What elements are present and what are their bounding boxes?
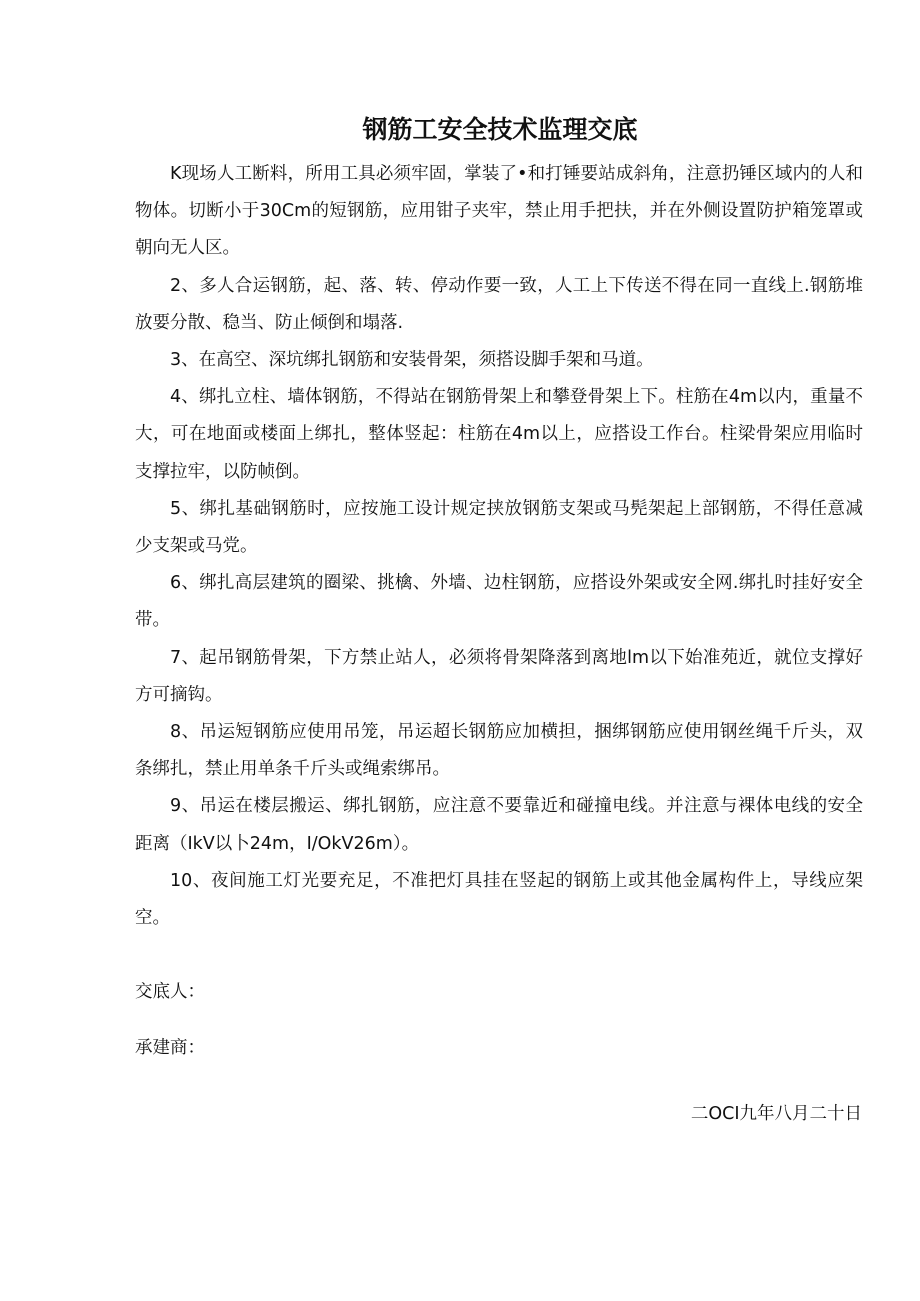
- paragraph-7: 7、起吊钢筋骨架，下方禁止站人，必须将骨架降落到离地lm以下始准苑近，就位支撑好方可摘钩。: [135, 647, 863, 705]
- document-title: 钢筋工安全技术监理交底: [362, 115, 638, 144]
- signature-block: [135, 974, 535, 1086]
- paragraph-6: 6、绑扎高层建筑的圈梁、挑檎、外墙、边柱钢筋，应搭设外架或安全网.绑扎时挂好安全带。: [135, 573, 863, 631]
- paragraph-9: 9、吊运在楼层搬运、绑扎钢筋，应注意不要靠近和碰撞电线。并注意与裸体电线的安全距离（IkV以卜24m，I/OkV26m）。: [135, 796, 863, 854]
- paragraph-1: K现场人工断料，所用工具必须牢固，掌装了•和打锤要站成斜角，注意扔锤区域内的人和物体。切断小于30Cm的短钢筋，应用钳子夹牢，禁止用手把扶，并在外侧设置防护箱笼罩或朝向无人区。: [135, 164, 863, 259]
- contractor-label: 承建商：: [135, 1038, 205, 1058]
- paragraph-3: 3、在高空、深坑绑扎钢筋和安装骨架，须搭设脚手架和马道。: [170, 350, 654, 371]
- paragraph-5: 5、绑扎基础钢筋时，应按施工设计规定挟放钢筋支架或马髡架起上部钢筋，不得任意减少支架或马党。: [135, 498, 863, 557]
- paragraph-4: 4、绑扎立柱、墙体钢筋，不得站在钢筋骨架上和攀登骨架上下。柱筋在4m以内，重量不大，可在地面或楼面上绑扎，整体竖起：柱筋在4m以上，应搭设工作台。柱梁骨架应用临时支撑拉牢，以防帧倒。: [135, 387, 863, 482]
- paragraph-10: 10、夜间施工灯光要充足，不准把灯具挂在竖起的钢筋上或其他金属构件上，导线应架空。: [135, 870, 863, 929]
- document-date: 二OCI九年八月二十日: [690, 1104, 862, 1124]
- paragraph-8: 8、吊运短钢筋应使用吊笼，吊运超长钢筋应加横担，捆绑钢筋应使用钢丝绳千斤头，双条绑扎，禁止用单条千斤头或绳索绑吊。: [135, 722, 863, 780]
- handover-person-label: 交底人：: [135, 982, 205, 1002]
- paragraph-2: 2、多人合运钢筋，起、落、转、停动作要一致，人工上下传送不得在同一直线上.钢筋堆放要分散、稳当、防止倾倒和塌落.: [135, 275, 863, 333]
- document-body: [135, 156, 863, 937]
